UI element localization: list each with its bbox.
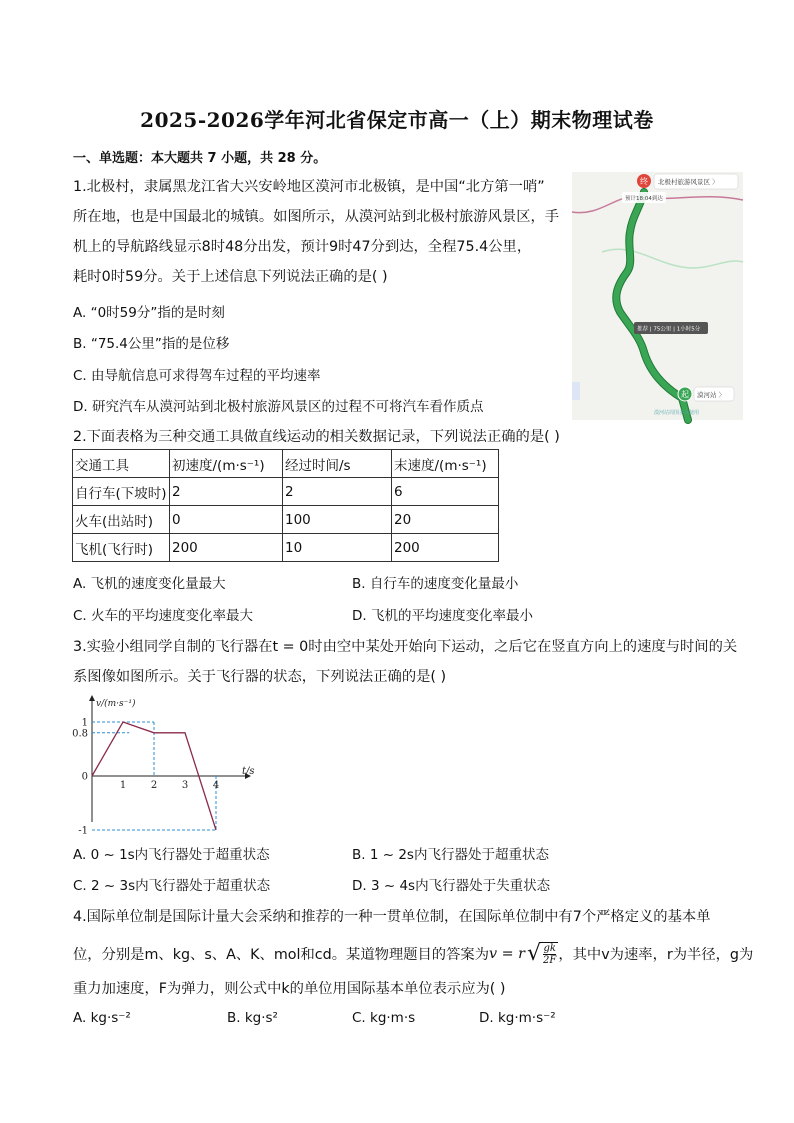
- q1-line-1: 1.北极村，隶属黑龙江省大兴安岭地区漠河市北极镇，是中国“北方第一哨”: [73, 179, 545, 195]
- q1-line-2: 所在地，也是中国最北的城镇。如图所示，从漠河站到北极村旅游风景区，手: [73, 209, 560, 225]
- table-header-cell: 经过时间/s: [283, 450, 392, 478]
- data-table: [72, 449, 499, 562]
- q3-stem-line-2: 系图像如图所示。关于飞行器的状态，下列说法正确的是( ): [73, 669, 447, 685]
- table-cell: 2: [170, 478, 283, 506]
- graph-svg: [74, 690, 274, 835]
- q4-line-2: [73, 942, 753, 966]
- map-route-svg: [572, 172, 743, 420]
- table-row: [73, 534, 499, 562]
- q2-option-d: D. 飞机的平均速度变化率最小: [352, 608, 533, 624]
- velocity-time-graph: [74, 690, 274, 839]
- table-cell: 100: [283, 506, 392, 534]
- table-cell: 6: [392, 478, 499, 506]
- table-header-row: [73, 450, 499, 478]
- sqrt-symbol: √: [526, 941, 542, 966]
- q1-line-3: 机上的导航路线显示8时48分出发，预计9时47分到达，全程75.4公里，: [73, 239, 532, 255]
- q4-option-c: C. kg·m·s: [352, 1010, 416, 1026]
- svg-text:终: 终: [640, 177, 648, 186]
- q1-option-d: D. 研究汽车从漠河站到北极村旅游风景区的过程不可将汽车看作质点: [73, 399, 484, 415]
- table-cell: 20: [392, 506, 499, 534]
- q4-option-b: B. kg·s²: [227, 1010, 278, 1026]
- svg-text:起: 起: [681, 390, 689, 399]
- table-cell: 200: [170, 534, 283, 562]
- q1-line-4: 耗时0时59分。关于上述信息下列说法正确的是( ): [73, 269, 388, 285]
- table-cell: 自行车(下坡时): [73, 478, 170, 506]
- page-title: 2025-2026学年河北省保定市高一（上）期末物理试卷: [140, 108, 654, 132]
- table-cell: 0: [170, 506, 283, 534]
- navigation-map-image: [572, 172, 743, 420]
- table-cell: 飞机(飞行时): [73, 534, 170, 562]
- map-footer: 漠河站周围多入使用: [654, 410, 700, 416]
- q3-stem-line-1: 3.实验小组同学自制的飞行器在t = 0时由空中某处开始向下运动，之后它在竖直方向上的速度与时间的关: [73, 639, 738, 655]
- q1-option-b: B. “75.4公里”指的是位移: [73, 336, 230, 352]
- q1-option-a: A. “0时59分”指的是时刻: [73, 305, 225, 321]
- section-heading: 一、单选题：本大题共 7 小题，共 28 分。: [73, 151, 327, 166]
- q3-option-c: C. 2 ~ 3s内飞行器处于超重状态: [73, 878, 271, 894]
- x-tick-label: 1: [119, 780, 127, 791]
- table-header-cell: 末速度/(m·s⁻¹): [392, 450, 499, 478]
- table-row: [73, 478, 499, 506]
- q4-line-3: 重力加速度，F为弹力，则公式中k的单位用国际基本单位表示应为( ): [73, 981, 506, 997]
- x-tick-label: 3: [181, 780, 189, 791]
- q3-option-b: B. 1 ~ 2s内飞行器处于超重状态: [352, 847, 549, 863]
- y-tick-label: 1: [81, 717, 88, 729]
- table-header-cell: 交通工具: [73, 450, 170, 478]
- start-label: 漠河站 〉: [697, 391, 726, 399]
- q4-line-1: 4.国际单位制是国际计量大会采纳和推荐的一种一贯单位制，在国际单位制中有7个严格定义的基本单: [73, 909, 711, 925]
- table-row: [73, 506, 499, 534]
- table-header-cell: 初速度/(m·s⁻¹): [170, 450, 283, 478]
- q4-line-2-text-a: 位，分别是m、kg、s、A、K、mol和cd。某道物理题目的答案为: [73, 947, 489, 963]
- table-cell: 2: [283, 478, 392, 506]
- q4-option-d: D. kg·m·s⁻²: [479, 1010, 556, 1026]
- destination-label: 北极村旅游风景区 〉: [658, 178, 719, 186]
- y-tick-label: 0: [81, 771, 88, 783]
- table-cell: 火车(出站时): [73, 506, 170, 534]
- table-cell: 10: [283, 534, 392, 562]
- q2-option-b: B. 自行车的速度变化量最小: [352, 576, 519, 592]
- y-axis-label: v/(m·s⁻¹): [96, 699, 136, 709]
- x-tick-label: 4: [212, 780, 220, 791]
- formula-lhs: v = r: [489, 946, 525, 962]
- q4-line-2-text-b: ，其中v为速率，r为半径，g为: [558, 947, 754, 963]
- q1-option-c: C. 由导航信息可求得驾车过程的平均速率: [73, 368, 321, 384]
- table-cell: 200: [392, 534, 499, 562]
- y-tick-label: -1: [78, 825, 88, 837]
- x-tick-label: 2: [150, 780, 158, 791]
- y-tick-label: 0.8: [72, 728, 88, 740]
- q3-option-d: D. 3 ~ 4s内飞行器处于失重状态: [352, 878, 551, 894]
- q4-option-a: A. kg·s⁻²: [73, 1010, 131, 1026]
- q2-stem: 2.下面表格为三种交通工具做直线运动的相关数据记录，下列说法正确的是( ): [73, 429, 560, 445]
- q3-option-a: A. 0 ~ 1s内飞行器处于超重状态: [73, 847, 270, 863]
- formula-numerator: gk: [543, 943, 556, 954]
- formula-sqrt: [527, 942, 558, 966]
- formula-fraction: [541, 942, 558, 966]
- x-axis-label: t/s: [242, 766, 255, 777]
- route-info-tag: 推荐 | 75公里 | 1小时5分: [637, 326, 701, 333]
- formula-denominator: 2F: [543, 955, 557, 966]
- q2-option-a: A. 飞机的速度变化量最大: [73, 576, 226, 592]
- eta-label: 预计18:04到达: [625, 196, 663, 202]
- q2-option-c: C. 火车的平均速度变化率最大: [73, 608, 254, 624]
